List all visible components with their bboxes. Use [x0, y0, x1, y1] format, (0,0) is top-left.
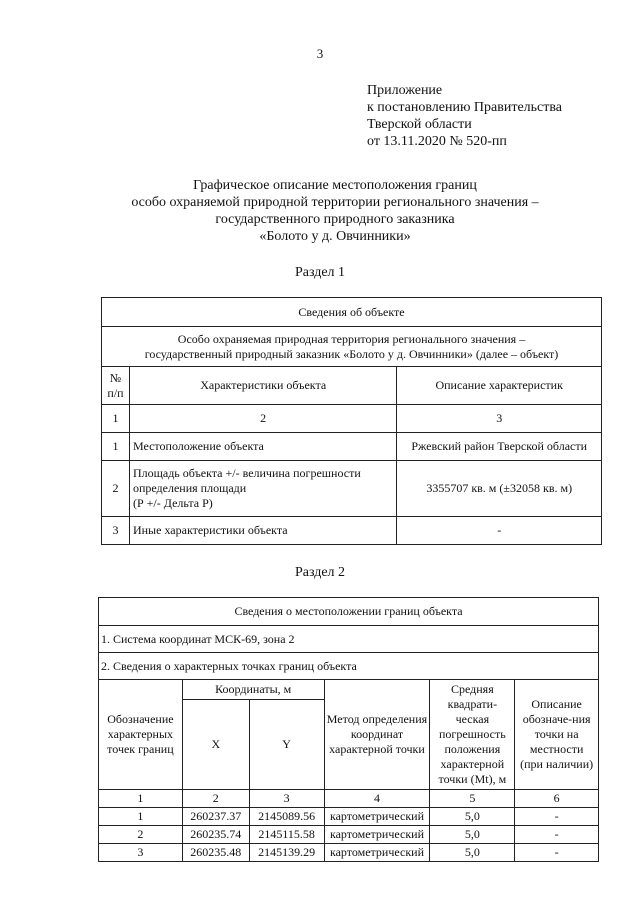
row-num: 1 [102, 433, 130, 461]
title-line: особо охраняемой природной территории регионального значения – [131, 195, 539, 210]
header-description: Описание характеристик [397, 367, 602, 405]
point-error: 5,0 [430, 826, 515, 844]
section2-heading: Раздел 2 [294, 565, 346, 580]
header-point-description: Описание обозначе-ния точки на местности (при наличии) [515, 680, 599, 790]
location-table-title: Сведения о местоположении границ объекта [99, 598, 599, 626]
object-table-title: Сведения об объекте [102, 298, 602, 327]
row-num: 3 [102, 517, 130, 545]
title-line: «Болото у д. Овчинники» [259, 229, 411, 244]
header-num: № п/п [102, 367, 130, 405]
table-row [99, 844, 599, 862]
section1-heading: Раздел 1 [294, 265, 346, 280]
coordinate-system: 1. Система координат МСК-69, зона 2 [99, 626, 599, 653]
appendix-block [367, 82, 562, 150]
appendix-line: Приложение [367, 83, 443, 98]
appendix-line: Тверской области [367, 117, 472, 132]
col-index: 6 [515, 790, 599, 808]
header-designation: Обозначение характерных точек границ [99, 680, 183, 790]
point-id: 3 [99, 844, 183, 862]
char-line: Площадь объекта +/- величина погрешности [132, 466, 361, 480]
point-error: 5,0 [430, 844, 515, 862]
header-coordinates: Координаты, м [182, 680, 324, 700]
header-characteristic: Характеристики объекта [129, 367, 396, 405]
point-description: - [515, 826, 599, 844]
object-info-table [101, 297, 602, 545]
header-y: Y [249, 700, 324, 790]
row-num: 2 [102, 461, 130, 517]
appendix-line: от 13.11.2020 № 520-пп [367, 134, 507, 149]
points-section-title: 2. Сведения о характерных точках границ объекта [99, 653, 599, 680]
col-index: 3 [249, 790, 324, 808]
title-line: государственного природного заказника [215, 212, 455, 227]
header-x: X [182, 700, 249, 790]
col-index: 1 [102, 405, 130, 433]
point-x: 260235.48 [182, 844, 249, 862]
point-y: 2145115.58 [249, 826, 324, 844]
col-index: 4 [324, 790, 430, 808]
row-description: Ржевский район Тверской области [397, 433, 602, 461]
col-index: 3 [397, 405, 602, 433]
point-y: 2145089.56 [249, 808, 324, 826]
row-characteristic: Иные характеристики объекта [129, 517, 396, 545]
table-row [99, 826, 599, 844]
header-error: Средняя квадрати-ческая погрешность положения характерной точки (Mt), м [430, 680, 515, 790]
document-title [80, 177, 590, 245]
char-line: (Р +/- Дельта Р) [132, 496, 213, 510]
table-row [102, 461, 602, 517]
point-description: - [515, 844, 599, 862]
point-method: картометрический [324, 808, 430, 826]
row-description: 3355707 кв. м (±32058 кв. м) [397, 461, 602, 517]
row-description: - [397, 517, 602, 545]
appendix-line: к постановлению Правительства [367, 100, 563, 115]
point-description: - [515, 808, 599, 826]
page-number: 3 [316, 46, 324, 61]
object-line: государственный природный заказник «Болото у д. Овчинники» (далее – объект) [144, 346, 559, 361]
point-method: картометрический [324, 826, 430, 844]
object-name-cell [102, 327, 602, 367]
char-line: определения площади [132, 481, 247, 495]
point-x: 260237.37 [182, 808, 249, 826]
title-line: Графическое описание местоположения границ [193, 178, 477, 193]
col-index: 5 [430, 790, 515, 808]
point-id: 1 [99, 808, 183, 826]
point-id: 2 [99, 826, 183, 844]
col-index: 2 [129, 405, 396, 433]
point-y: 2145139.29 [249, 844, 324, 862]
table-row [102, 433, 602, 461]
row-characteristic: Местоположение объекта [129, 433, 396, 461]
point-method: картометрический [324, 844, 430, 862]
table-row [99, 808, 599, 826]
boundary-points-table [98, 597, 599, 862]
col-index: 2 [182, 790, 249, 808]
header-method: Метод определения координат характерной точки [324, 680, 430, 790]
point-error: 5,0 [430, 808, 515, 826]
row-characteristic [129, 461, 396, 517]
table-row [102, 517, 602, 545]
object-line: Особо охраняемая природная территория регионального значения – [177, 331, 526, 346]
point-x: 260235.74 [182, 826, 249, 844]
col-index: 1 [99, 790, 183, 808]
